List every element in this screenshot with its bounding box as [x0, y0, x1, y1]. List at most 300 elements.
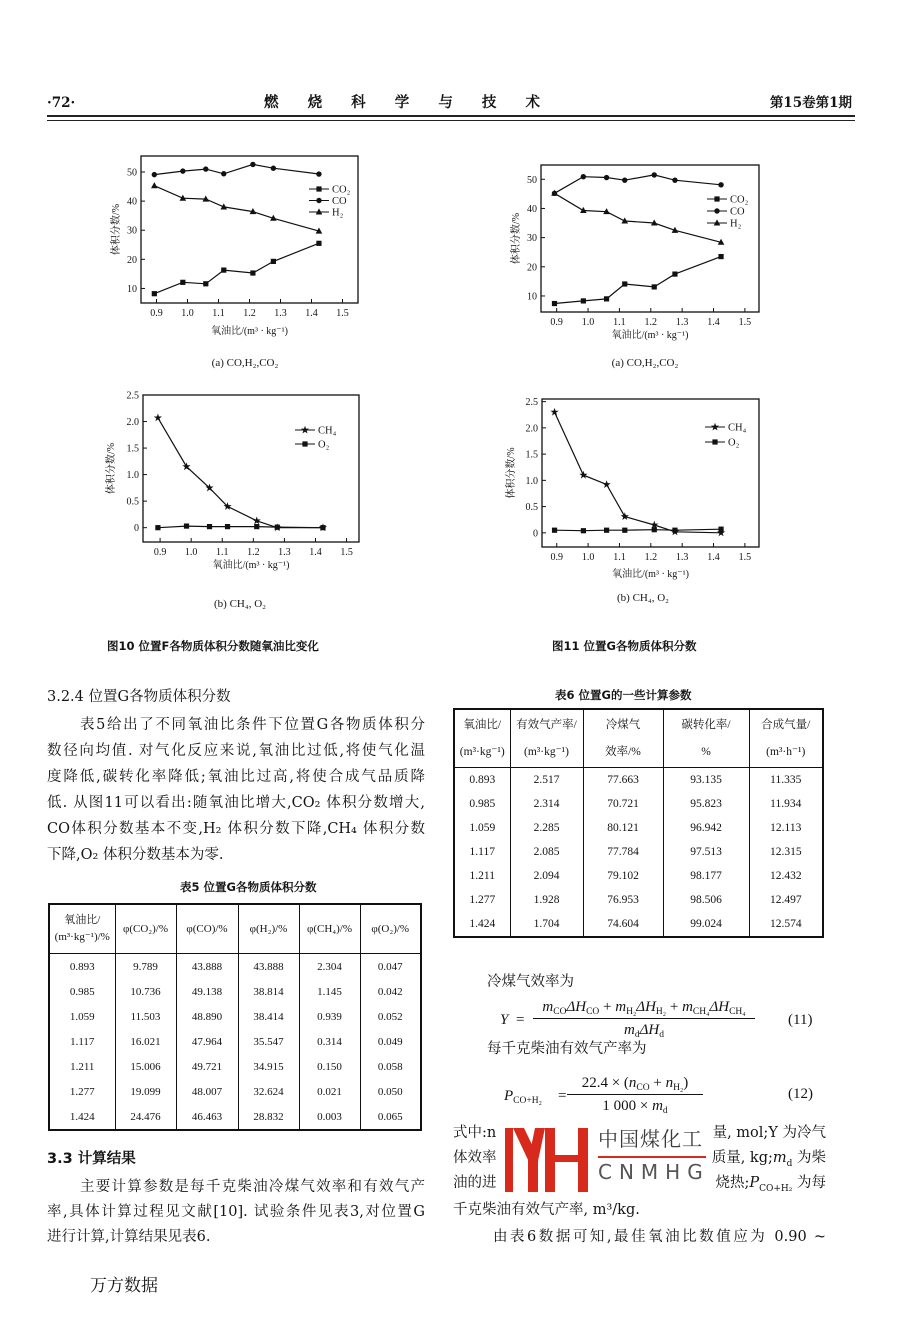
- formula-subscript: CO: [553, 1007, 567, 1017]
- data-point-circle: [581, 174, 586, 179]
- y-tick-label: 40: [527, 203, 537, 215]
- data-point-square: [622, 528, 627, 533]
- formula-text: 22.4 × (: [581, 1075, 629, 1091]
- table-cell: 1.211: [49, 1054, 115, 1079]
- table-5-body: [49, 954, 421, 1131]
- table-cell: 2.517: [510, 768, 583, 793]
- table-cell: 11.503: [115, 1004, 176, 1029]
- x-tick-label: 1.1: [212, 308, 225, 319]
- formula-denominator: [567, 1097, 703, 1116]
- table-header-cell: φ(CO₂)/%: [115, 904, 176, 954]
- table-cell: 98.506: [663, 888, 749, 912]
- y-tick-label: 2.0: [525, 423, 538, 435]
- x-tick-label: 1.0: [184, 547, 198, 558]
- series-line: [555, 193, 722, 242]
- paragraph-line: 表5给出了不同氧油比条件下位置G各物质体积分: [80, 717, 425, 733]
- subfigure-caption: (b) CH₄, O₂: [214, 598, 266, 610]
- data-point-square: [652, 284, 657, 289]
- data-point-circle: [718, 182, 723, 187]
- formula-subscript: CO+H₂: [513, 1096, 542, 1106]
- table-cell: 0.003: [299, 1104, 360, 1130]
- formula-fraction: [567, 1074, 703, 1116]
- table-cell: 32.624: [238, 1079, 299, 1104]
- x-tick-label: 1.4: [309, 547, 322, 558]
- x-axis-label: 氧油比/(m³ · kg⁻¹): [611, 330, 689, 341]
- data-point-triangle: [151, 182, 158, 188]
- where-line-4: 千克柴油有效气产率, m³/kg.: [453, 1202, 640, 1218]
- data-point-square: [225, 524, 230, 529]
- table-6-title: 表6 位置G的一些计算参数: [555, 688, 692, 702]
- data-point-circle: [622, 177, 627, 182]
- header-line: 氧油比/: [463, 718, 502, 731]
- legend-marker-square: [302, 441, 307, 446]
- formula-number: (11): [788, 1012, 813, 1028]
- data-point-square: [622, 281, 627, 286]
- series-line: [555, 175, 722, 193]
- formula-numerator: [533, 998, 755, 1017]
- where-line-3-right: [715, 1174, 826, 1198]
- paragraph-line: 主要计算参数是每千克柴油冷煤气效率和有效气产: [80, 1179, 425, 1195]
- x-tick-label: 1.5: [738, 317, 752, 328]
- paragraph-line: 下降,O₂ 体积分数基本为零.: [47, 847, 224, 863]
- fraction-bar: [567, 1094, 703, 1095]
- table-header-cell: φ(O₂)/%: [360, 904, 421, 954]
- table-cell: 93.135: [663, 768, 749, 793]
- legend-marker-circle: [714, 208, 719, 213]
- where-line-3-left: 油的进: [453, 1175, 497, 1191]
- series-line: [555, 529, 722, 531]
- y-tick-label: 30: [127, 225, 137, 237]
- legend-label: CO: [730, 206, 745, 218]
- table-header-cell: φ(CH₄)/%: [299, 904, 360, 954]
- formula-var: m: [772, 1150, 787, 1166]
- data-point-square: [221, 268, 226, 273]
- plot-frame: [141, 156, 358, 303]
- table-cell: 97.513: [663, 840, 749, 864]
- watermark-english-text: CNMHG: [598, 1160, 710, 1184]
- formula-var: m: [682, 999, 693, 1015]
- x-tick-label: 1.3: [278, 547, 291, 558]
- table-row: [49, 1079, 421, 1104]
- data-point-circle: [672, 177, 677, 182]
- x-tick-label: 1.1: [613, 317, 626, 328]
- data-point-square: [604, 528, 609, 533]
- header-line: (m³·h⁻¹): [766, 745, 806, 758]
- formula-subscript: CO+H₂: [759, 1183, 793, 1194]
- x-tick-label: 1.5: [340, 547, 353, 558]
- data-point-circle: [271, 166, 276, 171]
- table-header-cell: [49, 904, 115, 954]
- table-cell: 12.113: [749, 816, 823, 840]
- formula-11-intro: 冷煤气效率为: [487, 974, 574, 990]
- formula-subscript: d: [786, 1158, 793, 1169]
- table-cell: 1.277: [454, 888, 510, 912]
- table-5: [48, 903, 422, 1131]
- text-fragment: 为每: [792, 1175, 826, 1191]
- formula-subscript: CO: [586, 1007, 600, 1017]
- table-cell: 77.663: [583, 768, 663, 793]
- table-cell: 49.721: [176, 1054, 238, 1079]
- legend-marker-square: [712, 439, 717, 444]
- y-tick-label: 0: [533, 528, 538, 540]
- formula-var: ΔH: [639, 1022, 660, 1038]
- y-tick-label: 1.5: [525, 449, 538, 461]
- table-cell: 1.117: [454, 840, 510, 864]
- formula-subscript: d: [659, 1030, 664, 1040]
- table-header-cell: [663, 709, 749, 768]
- y-tick-label: 30: [527, 233, 537, 245]
- legend-label: CO₂: [730, 194, 749, 206]
- table-cell: 1.117: [49, 1029, 115, 1054]
- section-heading-3-3: 3.3 计算结果: [47, 1151, 136, 1167]
- data-point-star: [603, 480, 611, 488]
- data-point-square: [652, 527, 657, 532]
- table-cell: 35.547: [238, 1029, 299, 1054]
- legend-marker-circle: [316, 198, 321, 203]
- x-tick-label: 1.0: [581, 552, 595, 563]
- table-cell: 38.414: [238, 1004, 299, 1029]
- data-point-circle: [152, 172, 157, 177]
- formula-lhs: Y: [500, 1012, 509, 1028]
- x-tick-label: 1.4: [305, 308, 318, 319]
- series-line: [154, 243, 319, 293]
- formula-operator: +: [603, 999, 612, 1015]
- header-line: (m³·kg⁻¹)/%: [54, 931, 110, 943]
- legend-label: H₂: [332, 207, 344, 219]
- section-heading-3-2-4: 3.2.4 位置G各物质体积分数: [47, 689, 231, 705]
- mh-logo-icon: [500, 1120, 592, 1196]
- data-point-square: [604, 296, 609, 301]
- y-tick-label: 0.5: [126, 496, 139, 508]
- table-cell: 0.049: [360, 1029, 421, 1054]
- formula-var: ΔH: [636, 999, 656, 1015]
- table-cell: 15.006: [115, 1054, 176, 1079]
- formula-12: [500, 1072, 830, 1118]
- x-tick-label: 1.5: [738, 552, 752, 563]
- y-axis-label: 体积分数/%: [511, 212, 522, 265]
- x-tick-label: 1.4: [707, 317, 720, 328]
- paragraph-line: 度降低,碳转化率降低;氧油比过高,将使合成气品质降: [47, 769, 425, 785]
- where-line-2-right: [712, 1149, 826, 1173]
- table-cell: 2.314: [510, 792, 583, 816]
- text-fragment: 质量, kg;: [711, 1150, 773, 1166]
- table-cell: 2.304: [299, 954, 360, 980]
- table-row: [49, 954, 421, 980]
- where-line-2-left: 体效率: [453, 1150, 497, 1166]
- table-cell: 1.928: [510, 888, 583, 912]
- data-point-triangle: [580, 207, 587, 213]
- formula-subscript: CH₄: [729, 1007, 746, 1017]
- y-tick-label: 2.5: [525, 397, 538, 409]
- data-point-square: [718, 254, 723, 259]
- formula-subscript: H₂: [655, 1007, 667, 1017]
- formula-operator: +: [669, 999, 679, 1015]
- x-tick-label: 1.5: [336, 308, 349, 319]
- x-tick-label: 1.0: [181, 308, 194, 319]
- table-cell: 0.065: [360, 1104, 421, 1130]
- x-tick-label: 0.9: [153, 547, 167, 558]
- legend-label: CH₄: [728, 422, 747, 434]
- subfigure-caption: (a) CO,H₂,CO₂: [611, 357, 679, 369]
- table-cell: 16.021: [115, 1029, 176, 1054]
- table-row: [454, 816, 823, 840]
- data-point-square: [552, 301, 557, 306]
- data-point-square: [672, 271, 677, 276]
- formula-var: P: [504, 1088, 514, 1104]
- table-cell: 46.463: [176, 1104, 238, 1130]
- chart-fig10b: [104, 391, 359, 611]
- table-row: [49, 1029, 421, 1054]
- table-cell: 80.121: [583, 816, 663, 840]
- table-header-cell: [510, 709, 583, 768]
- series-line: [154, 186, 319, 231]
- paragraph-line: CO体积分数基本不变,H₂ 体积分数下降,CH₄ 体积分数: [47, 821, 425, 837]
- table-cell: 19.099: [115, 1079, 176, 1104]
- data-point-star: [550, 408, 558, 416]
- table-cell: 1.704: [510, 912, 583, 937]
- table-6: [453, 708, 824, 938]
- paragraph-line: 数径向均值. 对气化反应来说,氧油比过低,将使气化温: [47, 743, 425, 759]
- y-tick-label: 1.5: [126, 443, 139, 455]
- table-cell: 49.138: [176, 979, 238, 1004]
- plot-frame: [541, 165, 759, 312]
- paragraph-line: 低. 从图11可以看出:随氧油比增大,CO₂ 体积分数增大,: [47, 795, 425, 811]
- paragraph-line: 进行计算,计算结果见表6.: [47, 1229, 211, 1245]
- data-point-square: [316, 241, 321, 246]
- table-cell: 0.893: [49, 954, 115, 980]
- table-cell: 1.277: [49, 1079, 115, 1104]
- y-axis-label: 体积分数/%: [106, 442, 117, 495]
- y-tick-label: 50: [127, 167, 137, 179]
- table-cell: 96.942: [663, 816, 749, 840]
- table-cell: 0.939: [299, 1004, 360, 1029]
- x-axis-label: 氧油比/(m³ · kg⁻¹): [211, 326, 288, 337]
- legend-marker-square: [316, 186, 321, 191]
- figure-10-caption: 图10 位置F各物质体积分数随氧油比变化: [107, 639, 319, 653]
- table-cell: 11.934: [749, 792, 823, 816]
- table-cell: 24.476: [115, 1104, 176, 1130]
- x-tick-label: 0.9: [150, 308, 163, 319]
- table-cell: 0.985: [454, 792, 510, 816]
- watermark-underline: [598, 1156, 706, 1158]
- y-tick-label: 20: [127, 254, 137, 266]
- table-header-cell: φ(H₂)/%: [238, 904, 299, 954]
- x-tick-label: 1.3: [675, 317, 689, 328]
- data-point-circle: [652, 172, 657, 177]
- formula-var: P: [749, 1175, 760, 1191]
- table-cell: 12.432: [749, 864, 823, 888]
- table-cell: 28.832: [238, 1104, 299, 1130]
- table-cell: 0.058: [360, 1054, 421, 1079]
- legend-marker-triangle: [714, 219, 721, 225]
- figure-charts: [0, 0, 904, 640]
- where-line-1-right: 量, mol;Y 为冷气: [712, 1125, 826, 1141]
- table-cell: 38.814: [238, 979, 299, 1004]
- table-row: [454, 912, 823, 937]
- table-cell: 74.604: [583, 912, 663, 937]
- paragraph-line: 率,具体计算过程见文献[10]. 试验条件见表3,对位置G: [47, 1204, 425, 1220]
- formula-numerator: [567, 1074, 703, 1093]
- subfigure-caption: (b) CH₄, O₂: [617, 592, 669, 604]
- table-cell: 47.964: [176, 1029, 238, 1054]
- series-line: [555, 412, 722, 533]
- text-fragment: 为柴: [792, 1150, 826, 1166]
- table-row: [454, 768, 823, 793]
- formula-denominator: [533, 1021, 755, 1040]
- formula-fraction: [533, 998, 755, 1040]
- table-cell: 1.211: [454, 864, 510, 888]
- header-line: 碳转化率/: [681, 718, 731, 731]
- table-cell: 95.823: [663, 792, 749, 816]
- x-tick-label: 1.2: [243, 308, 256, 319]
- x-tick-label: 1.3: [274, 308, 287, 319]
- table-cell: 0.893: [454, 768, 510, 793]
- x-tick-label: 0.9: [550, 552, 563, 563]
- formula-subscript: d: [634, 1030, 640, 1040]
- x-tick-label: 1.2: [644, 552, 658, 563]
- journal-title: 燃 烧 科 学 与 技 术: [264, 94, 540, 111]
- series-line: [158, 526, 323, 528]
- table-header-cell: φ(CO)/%: [176, 904, 238, 954]
- header-line: 效率/%: [605, 745, 641, 758]
- table-cell: 79.102: [583, 864, 663, 888]
- legend-label: O₂: [318, 439, 330, 451]
- watermark-chinese-text: 中国煤化工: [598, 1127, 703, 1151]
- table-cell: 34.915: [238, 1054, 299, 1079]
- table-cell: 10.736: [115, 979, 176, 1004]
- table-cell: 0.021: [299, 1079, 360, 1104]
- x-tick-label: 1.1: [613, 552, 626, 563]
- legend-marker-triangle: [316, 208, 323, 214]
- formula-11: [498, 998, 828, 1044]
- data-point-square: [275, 525, 280, 530]
- table-cell: 0.985: [49, 979, 115, 1004]
- formula-text: ): [683, 1075, 689, 1091]
- data-point-star: [154, 414, 162, 422]
- header-line: %: [701, 745, 711, 758]
- data-point-square: [271, 259, 276, 264]
- data-point-square: [184, 523, 189, 528]
- formula-var: m: [615, 999, 627, 1015]
- table-cell: 70.721: [583, 792, 663, 816]
- figure-11-caption: 图11 位置G各物质体积分数: [552, 639, 697, 653]
- page-number: ·72·: [47, 95, 76, 111]
- header-line: (m³·kg⁻¹): [524, 745, 569, 758]
- legend-label: CO₂: [332, 184, 351, 196]
- table-cell: 43.888: [176, 954, 238, 980]
- y-tick-label: 10: [527, 291, 537, 303]
- formula-subscript: CO: [636, 1083, 650, 1093]
- subfigure-caption: (a) CO,H₂,CO₂: [211, 357, 279, 369]
- fraction-bar: [533, 1018, 755, 1019]
- data-point-square: [152, 291, 157, 296]
- table-row: [454, 864, 823, 888]
- formula-var: n: [665, 1075, 674, 1091]
- table-5-title: 表5 位置G各物质体积分数: [180, 880, 317, 894]
- table-header-cell: [749, 709, 823, 768]
- header-line: 有效气产率/: [516, 718, 577, 731]
- formula-equals: =: [516, 1012, 525, 1028]
- table-cell: 48.007: [176, 1079, 238, 1104]
- table-cell: 1.424: [49, 1104, 115, 1130]
- legend-label: H₂: [730, 218, 742, 230]
- data-point-circle: [180, 168, 185, 173]
- table-header-row: [49, 904, 421, 954]
- formula-var: ΔH: [566, 999, 587, 1015]
- where-line-1-left: 式中:n: [453, 1125, 497, 1141]
- table-row: [49, 1104, 421, 1130]
- formula-subscript: CH₄: [692, 1007, 710, 1017]
- table-cell: 76.953: [583, 888, 663, 912]
- data-point-square: [203, 281, 208, 286]
- data-point-circle: [203, 166, 208, 171]
- formula-text: 1 000 ×: [602, 1098, 653, 1114]
- chart-fig11a: [509, 165, 759, 369]
- table-6-body: [454, 768, 823, 938]
- y-tick-label: 2.0: [126, 417, 139, 429]
- formula-var: n: [628, 1075, 637, 1091]
- table-cell: 0.052: [360, 1004, 421, 1029]
- table-cell: 1.424: [454, 912, 510, 937]
- table-cell: 11.335: [749, 768, 823, 793]
- y-tick-label: 20: [527, 262, 537, 274]
- table-cell: 2.094: [510, 864, 583, 888]
- x-tick-label: 1.2: [644, 317, 658, 328]
- plot-frame: [143, 395, 359, 542]
- table-cell: 1.145: [299, 979, 360, 1004]
- plot-frame: [542, 399, 759, 547]
- table-row: [454, 792, 823, 816]
- data-point-square: [718, 527, 723, 532]
- y-axis-label: 体积分数/%: [111, 203, 122, 256]
- formula-var: ΔH: [709, 999, 730, 1015]
- formula-var: m: [542, 999, 554, 1015]
- table-row: [454, 888, 823, 912]
- table-cell: 48.890: [176, 1004, 238, 1029]
- header-line: (m³·kg⁻¹): [459, 745, 505, 758]
- series-line: [154, 164, 319, 174]
- x-tick-label: 1.2: [247, 547, 260, 558]
- table-cell: 98.177: [663, 864, 749, 888]
- data-point-square: [581, 528, 586, 533]
- formula-subscript: H₂: [673, 1083, 684, 1093]
- table-cell: 9.789: [115, 954, 176, 980]
- y-tick-label: 2.5: [126, 390, 139, 402]
- y-tick-label: 10: [127, 283, 137, 295]
- legend-marker-star: [301, 426, 309, 434]
- table-cell: 0.150: [299, 1054, 360, 1079]
- chart-fig11b: [504, 397, 759, 604]
- header-line: 合成气量/: [761, 718, 811, 731]
- table-header-cell: [454, 709, 510, 768]
- formula-operator: +: [653, 1075, 662, 1091]
- data-point-circle: [250, 162, 255, 167]
- legend-label: O₂: [728, 437, 740, 449]
- series-line: [158, 418, 323, 528]
- data-point-circle: [316, 171, 321, 176]
- data-point-square: [672, 528, 677, 533]
- table-cell: 43.888: [238, 954, 299, 980]
- series-line: [555, 257, 722, 304]
- table-row: [49, 1004, 421, 1029]
- data-point-square: [250, 270, 255, 275]
- x-tick-label: 1.3: [675, 552, 689, 563]
- data-point-square: [207, 524, 212, 529]
- x-tick-label: 1.4: [707, 552, 720, 563]
- table-cell: 77.784: [583, 840, 663, 864]
- table-cell: 99.024: [663, 912, 749, 937]
- data-point-square: [180, 280, 185, 285]
